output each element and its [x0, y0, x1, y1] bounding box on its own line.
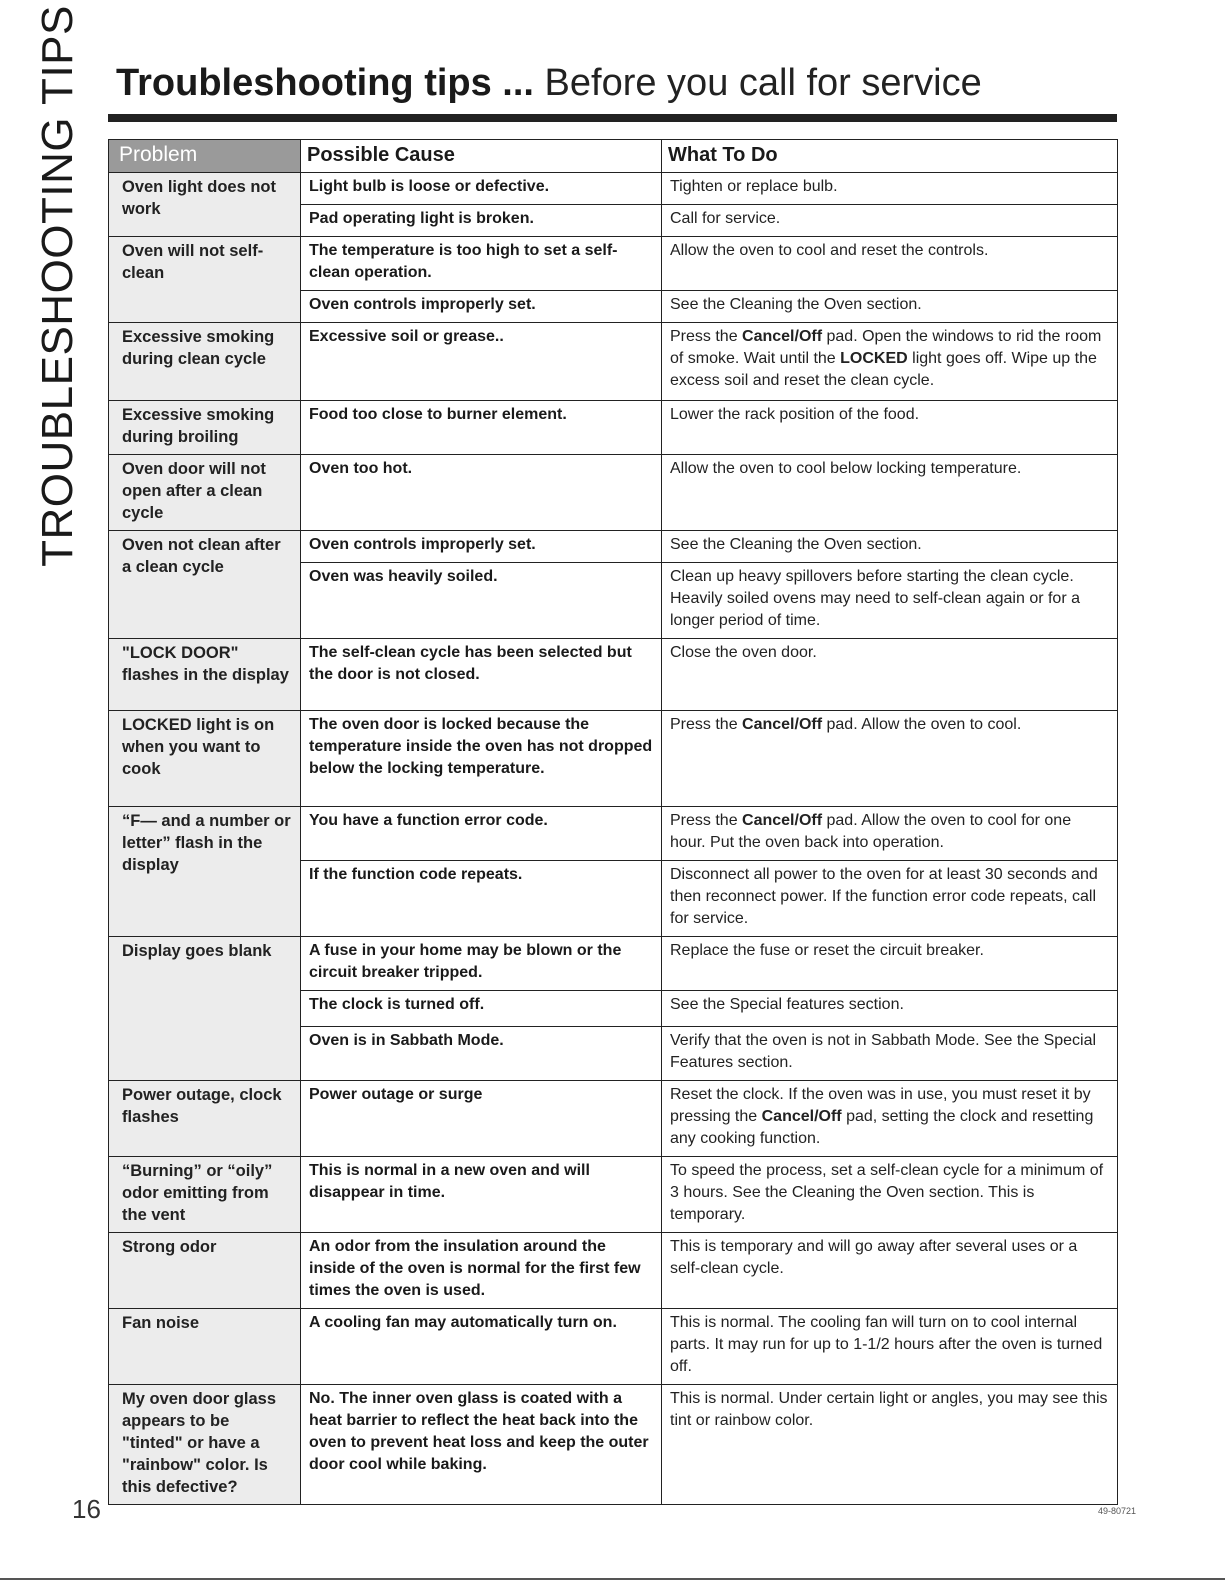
todo-text: Clean up heavy spillovers before starting the clean cycle. Heavily soiled ovens may need to self-clean again or for a longer period of time. — [670, 568, 1080, 629]
todo-text: This is normal. The cooling fan will turn on to cool internal parts. It may run for up to 1-1/2 hours after the oven is turned off. — [670, 1314, 1103, 1375]
cause-cell: Pad operating light is broken. — [301, 205, 662, 237]
page-title — [116, 62, 982, 105]
todo-text: pad. Allow the oven to cool. — [822, 716, 1022, 733]
problem-cell: Excessive smoking during clean cycle — [109, 323, 301, 401]
table-row — [109, 1081, 1118, 1157]
cause-cell: Food too close to burner element. — [301, 401, 662, 455]
todo-text: Disconnect all power to the oven for at least 30 seconds and then reconnect power. If the function error code repeats, call for service. — [670, 866, 1098, 927]
todo-text: Lower the rack position of the food. — [670, 406, 920, 423]
todo-cell — [662, 1027, 1118, 1081]
todo-cell — [662, 711, 1118, 807]
cause-cell: The self-clean cycle has been selected but the door is not closed. — [301, 639, 662, 711]
todo-bold-text: Cancel/Off — [761, 1108, 842, 1125]
page-number: 16 — [72, 1494, 101, 1524]
problem-cell: LOCKED light is on when you want to cook — [109, 711, 301, 807]
todo-cell — [662, 807, 1118, 861]
cause-cell: This is normal in a new oven and will disappear in time. — [301, 1157, 662, 1233]
todo-text: Press the — [670, 328, 743, 345]
title-rule — [108, 114, 1117, 122]
todo-cell — [662, 531, 1118, 563]
cause-cell: Oven too hot. — [301, 455, 662, 531]
todo-cell — [662, 639, 1118, 711]
header-problem: Problem — [109, 140, 301, 173]
table-row — [109, 639, 1118, 711]
todo-text: pad. Allow the oven to cool for one hour. Put the oven back into operation. — [670, 812, 1072, 851]
cause-cell: The clock is turned off. — [301, 991, 662, 1027]
todo-text: To speed the process, set a self-clean cycle for a minimum of 3 hours. See the Cleaning the Oven section. This is temporary. — [670, 1162, 1104, 1223]
problem-cell: Excessive smoking during broiling — [109, 401, 301, 455]
cause-cell: An odor from the insulation around the inside of the oven is normal for the first few times the oven is used. — [301, 1233, 662, 1309]
cause-cell: Oven controls improperly set. — [301, 531, 662, 563]
cause-cell: A cooling fan may automatically turn on. — [301, 1309, 662, 1385]
todo-text: Press the — [670, 716, 743, 733]
problem-cell: Strong odor — [109, 1233, 301, 1309]
problem-cell: Oven not clean after a clean cycle — [109, 531, 301, 639]
todo-text: Allow the oven to cool below locking temperature. — [670, 460, 1022, 477]
cause-cell: The oven door is locked because the temperature inside the oven has not dropped below the locking temperature. — [301, 711, 662, 807]
title-bold: Troubleshooting tips ... — [116, 62, 534, 104]
todo-text: pad, setting the clock and resetting any cooking function. — [670, 1108, 1094, 1147]
problem-cell: “F— and a number or letter” flash in the display — [109, 807, 301, 937]
todo-text: Press the — [670, 812, 743, 829]
table-row — [109, 401, 1118, 455]
table-row — [109, 237, 1118, 291]
table-header-row — [109, 140, 1118, 173]
todo-text: Tighten or replace bulb. — [670, 178, 838, 195]
bottom-rule — [0, 1578, 1225, 1580]
cause-cell: Light bulb is loose or defective. — [301, 173, 662, 205]
todo-text: See the Special features section. — [670, 996, 904, 1013]
side-tab-label: TROUBLESHOOTING TIPS — [33, 5, 82, 567]
cause-cell: Oven was heavily soiled. — [301, 563, 662, 639]
todo-bold-text: LOCKED — [840, 350, 908, 367]
table-body — [109, 173, 1118, 1505]
table-row — [109, 173, 1118, 205]
todo-bold-text: Cancel/Off — [742, 812, 823, 829]
table-row — [109, 711, 1118, 807]
cause-cell: You have a function error code. — [301, 807, 662, 861]
cause-cell: No. The inner oven glass is coated with a heat barrier to reflect the heat back into the oven to prevent heat loss and keep the outer door cool while baking. — [301, 1385, 662, 1505]
todo-text: pad. Open the windows to rid the room of smoke. Wait until the — [670, 328, 1102, 367]
header-todo: What To Do — [662, 140, 1118, 173]
todo-cell — [662, 861, 1118, 937]
todo-cell — [662, 291, 1118, 323]
todo-cell — [662, 323, 1118, 401]
table-row — [109, 531, 1118, 563]
table-row — [109, 807, 1118, 861]
table-row — [109, 1233, 1118, 1309]
todo-cell — [662, 991, 1118, 1027]
problem-cell: My oven door glass appears to be "tinted" or have a "rainbow" color. Is this defective? — [109, 1385, 301, 1505]
table-row — [109, 323, 1118, 401]
problem-cell: Power outage, clock flashes — [109, 1081, 301, 1157]
table-row — [109, 1385, 1118, 1505]
cause-cell: A fuse in your home may be blown or the circuit breaker tripped. — [301, 937, 662, 991]
todo-text: Verify that the oven is not in Sabbath Mode. See the Special Features section. — [670, 1032, 1097, 1071]
todo-cell — [662, 173, 1118, 205]
todo-text: This is normal. Under certain light or angles, you may see this tint or rainbow color. — [670, 1390, 1108, 1429]
todo-cell — [662, 205, 1118, 237]
problem-cell: Fan noise — [109, 1309, 301, 1385]
problem-cell: Oven will not self-clean — [109, 237, 301, 323]
todo-cell — [662, 455, 1118, 531]
troubleshooting-table — [108, 139, 1118, 1505]
todo-bold-text: Cancel/Off — [742, 328, 823, 345]
document-number: 49-80721 — [1098, 1506, 1137, 1516]
todo-text: Close the oven door. — [670, 644, 817, 661]
todo-text: See the Cleaning the Oven section. — [670, 296, 922, 313]
todo-text: Call for service. — [670, 210, 781, 227]
table-row — [109, 937, 1118, 991]
cause-cell: Oven controls improperly set. — [301, 291, 662, 323]
problem-cell: Oven door will not open after a clean cycle — [109, 455, 301, 531]
todo-cell — [662, 563, 1118, 639]
todo-cell — [662, 1233, 1118, 1309]
todo-text: Reset the clock. If the oven was in use, you must reset it by pressing the — [670, 1086, 1091, 1125]
cause-cell: Excessive soil or grease.. — [301, 323, 662, 401]
cause-cell: Oven is in Sabbath Mode. — [301, 1027, 662, 1081]
todo-cell — [662, 401, 1118, 455]
header-cause: Possible Cause — [301, 140, 662, 173]
todo-text: light goes off. Wipe up the excess soil and reset the clean cycle. — [670, 350, 1097, 389]
todo-text: Allow the oven to cool and reset the controls. — [670, 242, 989, 259]
todo-text: See the Cleaning the Oven section. — [670, 536, 922, 553]
todo-cell — [662, 1157, 1118, 1233]
problem-cell: Oven light does not work — [109, 173, 301, 237]
todo-bold-text: Cancel/Off — [742, 716, 823, 733]
problem-cell: Display goes blank — [109, 937, 301, 1081]
problem-cell: "LOCK DOOR" flashes in the display — [109, 639, 301, 711]
todo-cell — [662, 237, 1118, 291]
todo-cell — [662, 1385, 1118, 1505]
table-row — [109, 1309, 1118, 1385]
todo-cell — [662, 1081, 1118, 1157]
table-row — [109, 455, 1118, 531]
todo-text: Replace the fuse or reset the circuit breaker. — [670, 942, 984, 959]
todo-cell — [662, 1309, 1118, 1385]
table-row — [109, 1157, 1118, 1233]
cause-cell: The temperature is too high to set a self-clean operation. — [301, 237, 662, 291]
cause-cell: If the function code repeats. — [301, 861, 662, 937]
cause-cell: Power outage or surge — [301, 1081, 662, 1157]
todo-text: This is temporary and will go away after several uses or a self-clean cycle. — [670, 1238, 1078, 1277]
todo-cell — [662, 937, 1118, 991]
side-tab — [28, 5, 88, 567]
title-light: Before you call for service — [533, 62, 982, 104]
problem-cell: “Burning” or “oily” odor emitting from the vent — [109, 1157, 301, 1233]
